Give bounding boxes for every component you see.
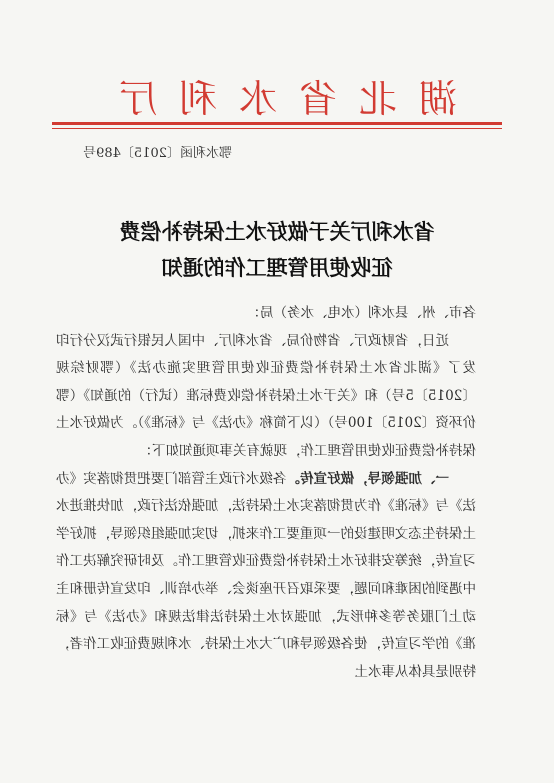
notice-title-line-2: 征收使用管理工作的通知 [161,255,393,280]
letterhead-org-name: 湖北省水利厅 [97,77,458,121]
letterhead-rule-thin [52,128,502,129]
paragraph-intro: 近日，省财政厅、省物价局、省水利厅、中国人民银行武汉分行印发了《湖北省水土保持补偿费征收使用管理实施办法》（鄂财综规〔2015〕5号）和《关于水土保持补偿收费标准（试行）的通知》（鄂价环资〔2015〕100号）（以下简称《办法》与《标准》）。为做好水土保持补偿费征收使用管理工作，现就有关事项通知如下： [56,332,476,459]
letterhead-rule-thick [52,122,502,125]
notice-body [56,300,476,686]
salutation: 各市、州、县水利（水电、水务）局： [246,305,476,321]
section-1-text: 各级水行政主管部门要把贯彻落实《办法》与《标准》作为贯彻落实水土保持法，加强依法行政，加快推进水土保持生态文明建设的一项重要工作来抓，切实加强组织领导，抓好学习宣传，统筹安排好水土保持补偿费征收管理工作。及时研究解决工作中遇到的困难和问题，要采取召开座谈会、举办培训、印发宣传册和主动上门服务等多种形式，加强对水土保持法律法规和《办法》与《标准》的学习宣传，使各级领导和广大水土保持、水利规费征收工作者，特别是具体从事水土 [55,470,476,680]
paragraph-section-1 [56,466,476,687]
document-number: 鄂水利函〔2015〕489号 [83,146,232,161]
notice-title [0,214,554,286]
section-1-heading: 一、加强领导，做好宣传。 [286,470,449,487]
notice-title-line-1: 省水利厅关于做好水土保持补偿费 [119,219,435,244]
